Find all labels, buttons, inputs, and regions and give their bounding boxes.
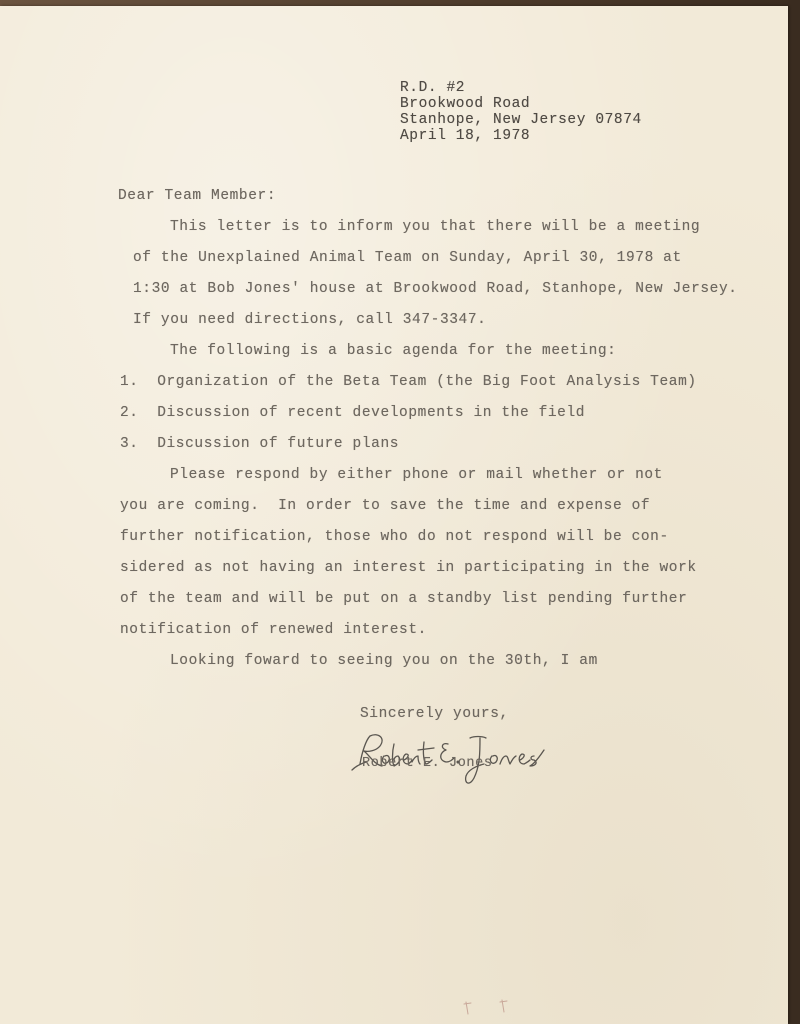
signature-block	[348, 726, 568, 796]
body-line: further notification, those who do not respond will be con-	[120, 529, 669, 545]
agenda-item: 3. Discussion of future plans	[120, 436, 400, 452]
closing: Sincerely yours,	[360, 706, 509, 722]
stray-pencil-mark	[462, 998, 512, 1018]
body-line: you are coming. In order to save the time and expense of	[120, 498, 651, 514]
body-line: This letter is to inform you that there will be a meeting	[170, 219, 701, 235]
address-line-1: R.D. #2	[400, 80, 466, 96]
body-line: of the team and will be put on a standby list pending further	[120, 591, 688, 607]
body-line: of the Unexplained Animal Team on Sunday, April 30, 1978 at	[133, 250, 682, 266]
body-line: The following is a basic agenda for the meeting:	[170, 343, 617, 359]
agenda-item: 1. Organization of the Beta Team (the Big Foot Analysis Team)	[120, 374, 697, 390]
body-line: If you need directions, call 347-3347.	[133, 312, 487, 328]
body-line: Please respond by either phone or mail whether or not	[170, 467, 663, 483]
body-line: 1:30 at Bob Jones' house at Brookwood Road, Stanhope, New Jersey.	[133, 281, 738, 297]
letter-paper	[0, 6, 788, 1024]
body-line: sidered as not having an interest in participating in the work	[120, 560, 697, 576]
body-line: Looking foward to seeing you on the 30th, I am	[170, 653, 598, 669]
typed-signature-name: Robert E. Jones	[362, 756, 493, 771]
letter-date: April 18, 1978	[400, 128, 531, 144]
address-line-2: Brookwood Road	[400, 96, 531, 112]
body-line: notification of renewed interest.	[120, 622, 427, 638]
salutation: Dear Team Member:	[118, 188, 277, 204]
agenda-item: 2. Discussion of recent developments in the field	[120, 405, 586, 421]
address-line-3: Stanhope, New Jersey 07874	[400, 112, 642, 128]
